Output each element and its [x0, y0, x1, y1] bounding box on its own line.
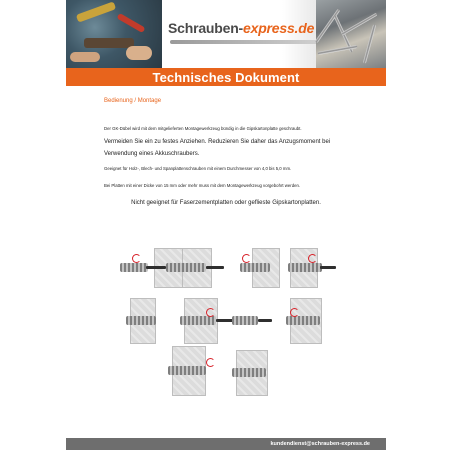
paragraph-3: Geeignet für Holz-, Blech- und Spanplattenschrauben mit einem Durchmesser von 4,0 bis 5,0 mm.	[104, 166, 292, 171]
section-title: Bedienung / Montage	[104, 98, 162, 104]
logo-text-main: Schrauben-	[168, 20, 244, 36]
logo-text-accent: express.de	[243, 20, 315, 36]
illustration-step-7	[228, 298, 278, 344]
illustration-step-9	[168, 346, 228, 396]
document-title: Technisches Dokument	[152, 69, 300, 85]
illustration-step-2	[166, 248, 236, 288]
paragraph-1: Der GK-Dübel wird mit dem mitgelieferten Montagewerkzeug bündig in die Gipskartonplatte geschraubt.	[104, 126, 302, 131]
illustration-step-6	[176, 298, 236, 344]
illustration-step-5	[124, 298, 164, 344]
customer-service-email[interactable]: kundendienst@schrauben-express.de	[270, 441, 370, 447]
illustration-step-8	[276, 298, 336, 344]
illustration-step-10	[232, 350, 272, 396]
paragraph-4: Bei Platten mit einer Dicke von 15 mm oder mehr muss mit dem Montagewerkzeug vorgebohrt werden.	[104, 183, 301, 188]
document-footer	[66, 438, 386, 450]
paragraph-5-warning: Nicht geeignet für Faserzementplatten oder geflieste Gipskartonplatten.	[131, 200, 321, 206]
paragraph-2: Vermeiden Sie ein zu festes Anziehen. Reduzieren Sie daher das Anzugsmoment bei Verwendung eines Akkuschraubers.	[104, 139, 331, 157]
illustration-step-4	[284, 248, 354, 288]
